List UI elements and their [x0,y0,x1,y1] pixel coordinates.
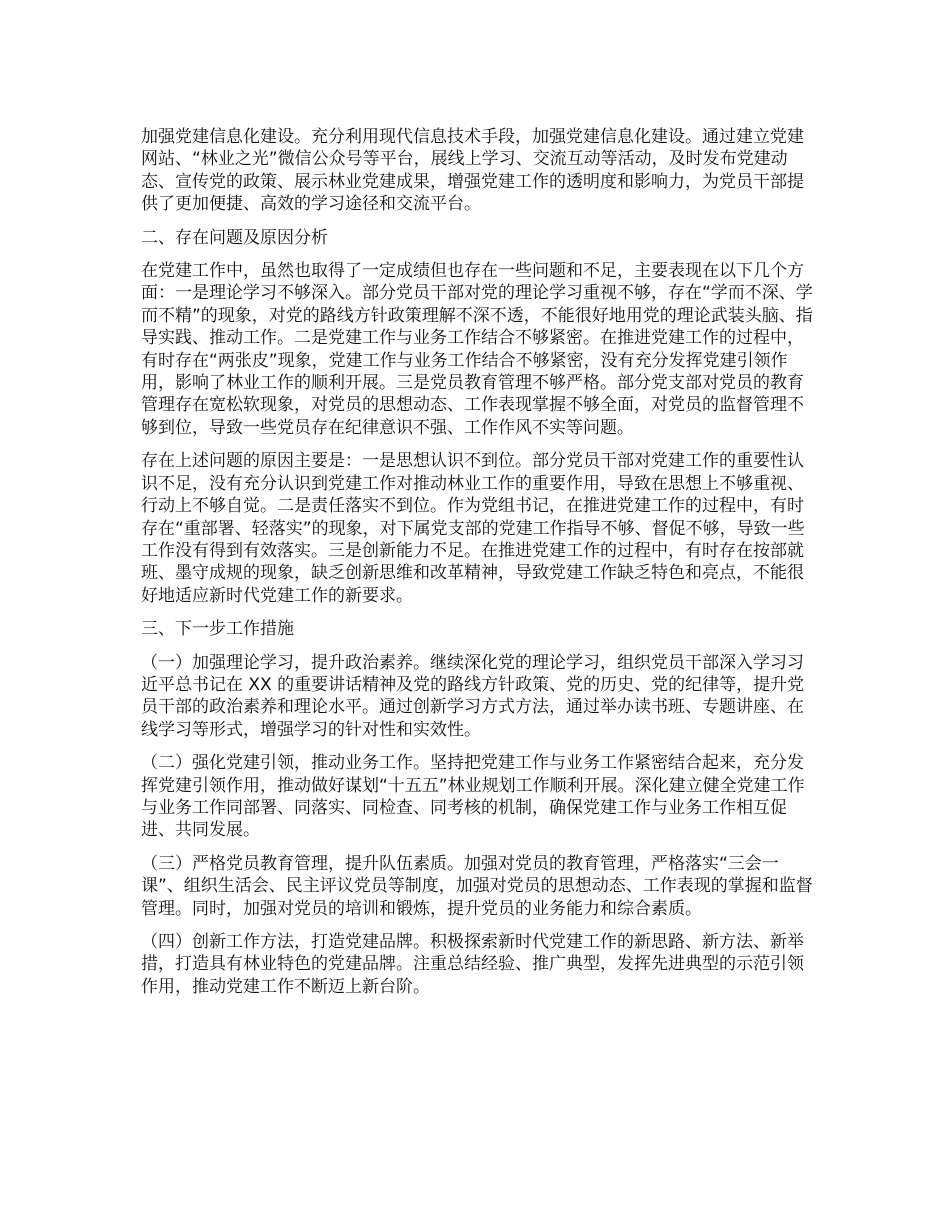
paragraph-causes: 存在上述问题的原因主要是：一是思想认识不到位。部分党员干部对党建工作的重要性认识不足，没有充分认识到党建工作对推动林业工作的重要作用，导致在思想上不够重视、行动上不够自觉。二是责任落实不到位。作为党组书记，在推进党建工作的过程中，有时存在“重部署、轻落实”的现象，对下属党支部的党建工作指导不够、督促不够，导致一些工作没有得到有效落实。三是创新能力不足。在推进党建工作的过程中，有时存在按部就班、墨守成规的现象，缺乏创新思维和改革精神，导致党建工作缺乏特色和亮点，不能很好地适应新时代党建工作的新要求。 [141,451,805,606]
section-heading-next-steps: 三、下一步工作措施 [141,619,294,640]
paragraph-problems: 在党建工作中，虽然也取得了一定成绩但也存在一些问题和不足，主要表现在以下几个方面：一是理论学习不够深入。部分党员干部对党的理论学习重视不够，存在“学而不深、学而不精”的现象，对党的路线方针政策理解不深不透，不能很好地用党的理论武装头脑、指导实践、推动工作。二是党建工作与业务工作结合不够紧密。在推进党建工作的过程中，有时存在“两张皮”现象，党建工作与业务工作结合不够紧密，没有充分发挥党建引领作用，影响了林业工作的顺利开展。三是党员教育管理不够严格。部分党支部对党员的教育管理存在宽松软现象，对党员的思想动态、工作表现掌握不够全面，对党员的监督管理不够到位，导致一些党员存在纪律意识不强、工作作风不实等问题。 [141,261,813,438]
document-page [141,126,813,1009]
paragraph-measure-1: （一）加强理论学习，提升政治素养。继续深化党的理论学习，组织党员干部深入学习习近平总书记在 XX 的重要讲话精神及党的路线方针政策、党的历史、党的纪律等，提升党员干部的政治素养和理论水平。通过创新学习方式方法，通过举办读书班、专题讲座、在线学习等形式，增强学习的针对性和实效性。 [141,652,805,740]
section-heading-problems: 二、存在问题及原因分析 [141,227,328,248]
paragraph-measure-4: （四）创新工作方法，打造党建品牌。积极探索新时代党建工作的新思路、新方法、新举措，打造具有林业特色的党建品牌。注重总结经验、推广典型，发挥先进典型的示范引领作用，推动党建工作不断迈上新台阶。 [141,932,804,997]
paragraph-measure-3: （三）严格党员教育管理，提升队伍素质。加强对党员的教育管理，严格落实“三会一课”、组织生活会、民主评议党员等制度，加强对党员的思想动态、工作表现的掌握和监督管理。同时，加强对党员的培训和锻炼，提升党员的业务能力和综合素质。 [141,853,813,919]
paragraph-measure-2: （二）强化党建引领，推动业务工作。坚持把党建工作与业务工作紧密结合起来，充分发挥党建引领作用，推动做好谋划“十五五”林业规划工作顺利开展。深化建立健全党建工作与业务工作同部署、同落实、同检查、同考核的机制，确保党建工作与业务工作相互促进、共同发展。 [141,753,805,841]
paragraph-informatization: 加强党建信息化建设。充分利用现代信息技术手段，加强党建信息化建设。通过建立党建网站、“林业之光”微信公众号等平台，展线上学习、交流互动等活动，及时发布党建动态、宣传党的政策、展示林业党建成果，增强党建工作的透明度和影响力，为党员干部提供了更加便捷、高效的学习途径和交流平台。 [141,127,804,215]
